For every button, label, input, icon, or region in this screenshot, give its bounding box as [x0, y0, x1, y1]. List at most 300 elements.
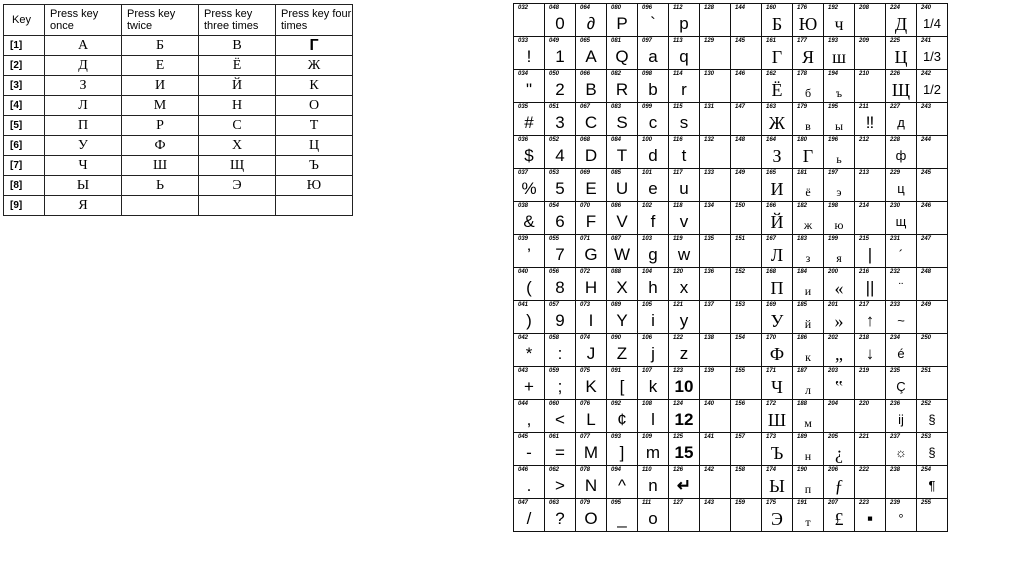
code-cell: [793, 202, 824, 235]
code-cell: [638, 136, 669, 169]
code-number: 043: [518, 368, 529, 374]
character-code-body: [514, 4, 948, 532]
code-number: 066: [580, 71, 591, 77]
code-number: 155: [735, 368, 746, 374]
code-cell: [607, 202, 638, 235]
code-cell: [607, 268, 638, 301]
code-number: 218: [859, 335, 870, 341]
code-cell: [700, 334, 731, 367]
code-cell: [731, 301, 762, 334]
code-number: 038: [518, 203, 529, 209]
code-cell: [545, 169, 576, 202]
code-cell: [793, 499, 824, 532]
code-cell: [576, 37, 607, 70]
code-glyph: t: [681, 146, 687, 165]
code-number: 225: [890, 38, 901, 44]
code-cell: [886, 235, 917, 268]
code-glyph: _: [617, 509, 627, 528]
keypad-char: [276, 196, 353, 216]
code-glyph: Ы: [769, 476, 785, 496]
code-cell: [855, 4, 886, 37]
code-number: 115: [673, 104, 683, 110]
code-cell: [762, 235, 793, 268]
code-number: 111: [642, 500, 652, 506]
code-cell: [607, 466, 638, 499]
code-number: 125: [673, 434, 684, 440]
code-number: 154: [735, 335, 746, 341]
code-number: 077: [580, 434, 591, 440]
code-number: 047: [518, 500, 529, 506]
code-glyph: ‟: [835, 377, 843, 397]
code-cell: [514, 103, 545, 136]
keypad-key-label: [1]: [4, 36, 45, 56]
keypad-row: [4, 36, 353, 56]
code-row: [514, 4, 948, 37]
code-number: 080: [611, 5, 622, 11]
code-glyph: Ч: [771, 377, 783, 397]
code-glyph: „: [835, 344, 843, 364]
code-glyph: j: [651, 344, 655, 363]
keypad-char: Г: [276, 36, 353, 56]
code-glyph: Ц: [894, 47, 908, 67]
code-glyph: 15: [674, 443, 694, 462]
code-number: 170: [766, 335, 777, 341]
code-cell: [638, 169, 669, 202]
code-number: 189: [797, 434, 808, 440]
code-cell: [886, 169, 917, 202]
code-row: [514, 70, 948, 103]
code-cell: [762, 301, 793, 334]
code-glyph: y: [679, 311, 689, 330]
code-cell: [576, 103, 607, 136]
keypad-char: Л: [45, 96, 122, 116]
code-number: 050: [549, 71, 560, 77]
code-number: 091: [611, 368, 622, 374]
code-cell: [669, 433, 700, 466]
code-number: 212: [859, 137, 870, 143]
code-cell: [638, 334, 669, 367]
code-number: 086: [611, 203, 622, 209]
code-number: 114: [673, 71, 683, 77]
code-cell: [824, 37, 855, 70]
code-cell: [855, 367, 886, 400]
code-glyph: 1/4: [922, 16, 942, 31]
code-number: 176: [797, 5, 808, 11]
keypad-char: К: [276, 76, 353, 96]
keypad-char: Т: [276, 116, 353, 136]
code-cell: [886, 37, 917, 70]
code-cell: [731, 268, 762, 301]
code-glyph: 12: [674, 410, 694, 429]
code-cell: [700, 202, 731, 235]
code-glyph: ш: [832, 47, 846, 67]
code-glyph: S: [616, 113, 628, 132]
code-number: 058: [549, 335, 560, 341]
keypad-char: Ъ: [276, 156, 353, 176]
code-cell: [793, 400, 824, 433]
code-cell: [855, 37, 886, 70]
code-cell: [886, 334, 917, 367]
code-cell: [855, 466, 886, 499]
code-cell: [607, 4, 638, 37]
code-glyph: Y: [616, 311, 628, 330]
code-number: 081: [611, 38, 622, 44]
code-cell: [514, 4, 545, 37]
code-number: 112: [673, 5, 683, 11]
code-glyph: 1/2: [922, 82, 942, 97]
code-cell: [855, 235, 886, 268]
code-row: [514, 433, 948, 466]
code-number: 249: [921, 302, 932, 308]
code-cell: [762, 37, 793, 70]
code-cell: [638, 499, 669, 532]
code-number: 129: [704, 38, 715, 44]
code-glyph: !: [526, 47, 532, 66]
code-number: 131: [704, 104, 715, 110]
code-cell: [607, 334, 638, 367]
code-glyph: h: [648, 278, 658, 297]
code-cell: [545, 433, 576, 466]
code-cell: [576, 301, 607, 334]
code-cell: [545, 136, 576, 169]
code-cell: [514, 433, 545, 466]
code-number: 210: [859, 71, 870, 77]
keypad-char: М: [122, 96, 199, 116]
code-cell: [700, 433, 731, 466]
code-number: 084: [611, 137, 622, 143]
code-glyph: ): [526, 311, 532, 330]
code-glyph: <: [555, 410, 565, 429]
code-number: 194: [828, 71, 839, 77]
code-number: 101: [642, 170, 653, 176]
code-number: 231: [890, 236, 901, 242]
code-cell: [824, 235, 855, 268]
code-glyph: ю: [834, 218, 844, 232]
code-cell: [762, 400, 793, 433]
code-cell: [886, 202, 917, 235]
code-cell: [607, 433, 638, 466]
code-glyph: ↵: [676, 476, 692, 495]
code-number: 119: [673, 236, 683, 242]
code-number: 117: [673, 170, 683, 176]
code-cell: [917, 301, 948, 334]
keypad-row: [4, 136, 353, 156]
code-cell: [545, 334, 576, 367]
code-number: 184: [797, 269, 808, 275]
code-number: 159: [735, 500, 746, 506]
code-number: 209: [859, 38, 870, 44]
code-glyph: в: [805, 119, 811, 133]
code-number: 042: [518, 335, 529, 341]
code-number: 048: [549, 5, 560, 11]
code-glyph: i: [651, 311, 655, 330]
code-number: 243: [921, 104, 932, 110]
code-glyph: $: [524, 146, 534, 165]
code-number: 079: [580, 500, 591, 506]
code-number: 096: [642, 5, 653, 11]
code-cell: [669, 169, 700, 202]
code-number: 238: [890, 467, 901, 473]
code-number: 076: [580, 401, 591, 407]
code-glyph: 5: [555, 179, 565, 198]
code-glyph: з: [805, 251, 811, 265]
code-cell: [731, 235, 762, 268]
code-cell: [700, 103, 731, 136]
code-glyph: (: [526, 278, 532, 297]
code-glyph: L: [586, 410, 596, 429]
code-number: 095: [611, 500, 622, 506]
code-cell: [669, 4, 700, 37]
code-cell: [731, 499, 762, 532]
code-number: 230: [890, 203, 901, 209]
code-glyph: 1: [555, 47, 565, 66]
keypad-char: Р: [122, 116, 199, 136]
keypad-char: С: [199, 116, 276, 136]
code-cell: [824, 466, 855, 499]
code-number: 202: [828, 335, 839, 341]
code-number: 254: [921, 467, 932, 473]
code-cell: [607, 37, 638, 70]
code-cell: [762, 4, 793, 37]
code-cell: [731, 136, 762, 169]
code-number: 121: [673, 302, 684, 308]
code-number: 197: [828, 170, 839, 176]
code-cell: [855, 169, 886, 202]
code-cell: [886, 136, 917, 169]
code-glyph: C: [584, 113, 598, 132]
code-cell: [545, 268, 576, 301]
keypad-key-label: [2]: [4, 56, 45, 76]
code-cell: [731, 367, 762, 400]
code-glyph: l: [651, 410, 655, 429]
code-cell: [917, 334, 948, 367]
code-cell: [545, 301, 576, 334]
code-number: 144: [735, 5, 746, 11]
code-glyph: u: [679, 179, 689, 198]
code-cell: [793, 4, 824, 37]
code-number: 093: [611, 434, 622, 440]
code-number: 147: [735, 104, 746, 110]
code-cell: [762, 367, 793, 400]
code-number: 255: [921, 500, 932, 506]
code-row: [514, 268, 948, 301]
code-number: 130: [704, 71, 715, 77]
code-cell: [576, 466, 607, 499]
code-glyph: °: [898, 511, 904, 526]
code-number: 036: [518, 137, 529, 143]
code-number: 045: [518, 434, 529, 440]
code-glyph: Э: [771, 509, 783, 529]
keypad-row: [4, 56, 353, 76]
code-number: 118: [673, 203, 683, 209]
code-glyph: Д: [894, 14, 908, 34]
code-number: 178: [797, 71, 808, 77]
code-cell: [886, 433, 917, 466]
code-cell: [514, 367, 545, 400]
code-cell: [607, 103, 638, 136]
keypad-key-label: [3]: [4, 76, 45, 96]
code-cell: [731, 4, 762, 37]
code-cell: [855, 70, 886, 103]
code-number: 137: [704, 302, 715, 308]
code-cell: [917, 136, 948, 169]
code-number: 247: [921, 236, 932, 242]
code-number: 233: [890, 302, 901, 308]
code-glyph: Л: [770, 245, 784, 265]
code-glyph: ∂: [586, 14, 596, 33]
code-cell: [669, 136, 700, 169]
code-number: 069: [580, 170, 591, 176]
code-cell: [669, 334, 700, 367]
code-cell: [607, 70, 638, 103]
code-glyph: s: [679, 113, 689, 132]
code-number: 185: [797, 302, 808, 308]
code-number: 226: [890, 71, 901, 77]
code-glyph: G: [584, 245, 598, 264]
code-number: 246: [921, 203, 932, 209]
code-cell: [669, 70, 700, 103]
code-number: 213: [859, 170, 870, 176]
code-number: 250: [921, 335, 932, 341]
code-glyph: V: [616, 212, 628, 231]
code-cell: [886, 103, 917, 136]
code-cell: [514, 202, 545, 235]
code-cell: [638, 103, 669, 136]
code-number: 136: [704, 269, 715, 275]
code-glyph: %: [521, 179, 537, 198]
code-number: 168: [766, 269, 777, 275]
code-cell: [917, 37, 948, 70]
code-number: 160: [766, 5, 777, 11]
code-number: 203: [828, 368, 839, 374]
code-cell: [917, 4, 948, 37]
code-number: 216: [859, 269, 870, 275]
code-cell: [917, 466, 948, 499]
code-number: 240: [921, 5, 932, 11]
code-cell: [731, 400, 762, 433]
code-cell: [762, 268, 793, 301]
code-number: 206: [828, 467, 839, 473]
code-number: 128: [704, 5, 715, 11]
keypad-char: З: [45, 76, 122, 96]
code-number: 056: [549, 269, 560, 275]
code-row: [514, 367, 948, 400]
code-glyph: б: [804, 86, 812, 100]
code-number: 175: [766, 500, 777, 506]
code-glyph: Ъ: [770, 443, 784, 463]
code-cell: [514, 169, 545, 202]
keypad-row: [4, 76, 353, 96]
code-glyph: é: [897, 346, 905, 361]
code-number: 180: [797, 137, 808, 143]
code-number: 234: [890, 335, 901, 341]
code-number: 068: [580, 137, 591, 143]
code-glyph: c: [648, 113, 658, 132]
code-cell: [824, 334, 855, 367]
code-cell: [700, 37, 731, 70]
code-number: 094: [611, 467, 622, 473]
code-number: 071: [580, 236, 591, 242]
code-number: 089: [611, 302, 622, 308]
code-glyph: o: [648, 509, 658, 528]
code-cell: [886, 301, 917, 334]
header-key: Key: [4, 5, 45, 36]
code-cell: [855, 136, 886, 169]
code-number: 232: [890, 269, 901, 275]
code-glyph: У: [770, 311, 784, 331]
code-cell: [545, 400, 576, 433]
keypad-table: [3, 4, 353, 216]
code-cell: [607, 400, 638, 433]
code-number: 157: [735, 434, 746, 440]
code-number: 188: [797, 401, 808, 407]
code-glyph: й: [804, 317, 812, 331]
code-glyph: ]: [619, 443, 625, 462]
code-cell: [669, 367, 700, 400]
code-glyph: Я: [801, 47, 814, 67]
code-number: 211: [859, 104, 869, 110]
code-glyph: W: [613, 245, 631, 264]
code-number: 217: [859, 302, 870, 308]
code-glyph: т: [805, 515, 811, 529]
code-number: 139: [704, 368, 715, 374]
code-number: 135: [704, 236, 715, 242]
code-cell: [917, 499, 948, 532]
code-cell: [576, 4, 607, 37]
code-number: 120: [673, 269, 684, 275]
code-cell: [638, 4, 669, 37]
code-number: 074: [580, 335, 591, 341]
code-number: 158: [735, 467, 746, 473]
code-number: 061: [549, 434, 560, 440]
code-number: 179: [797, 104, 808, 110]
code-number: 229: [890, 170, 901, 176]
code-glyph: O: [584, 509, 598, 528]
code-cell: [824, 301, 855, 334]
code-cell: [917, 268, 948, 301]
code-cell: [824, 103, 855, 136]
code-cell: [514, 499, 545, 532]
code-number: 201: [828, 302, 839, 308]
code-number: 090: [611, 335, 622, 341]
code-glyph: н: [804, 449, 812, 463]
code-number: 032: [518, 5, 529, 11]
code-number: 040: [518, 269, 529, 275]
code-cell: [700, 4, 731, 37]
code-glyph: м: [804, 416, 812, 430]
code-glyph: £: [834, 509, 844, 529]
code-row: [514, 466, 948, 499]
code-number: 193: [828, 38, 839, 44]
code-number: 127: [673, 500, 684, 506]
code-glyph: Б: [771, 14, 783, 34]
code-cell: [855, 433, 886, 466]
code-number: 087: [611, 236, 622, 242]
code-cell: [824, 268, 855, 301]
code-cell: [855, 301, 886, 334]
code-cell: [545, 202, 576, 235]
code-glyph: 9: [555, 311, 565, 330]
code-cell: [824, 70, 855, 103]
code-cell: [731, 202, 762, 235]
code-glyph: U: [615, 179, 629, 198]
code-glyph: §: [928, 412, 936, 427]
code-glyph: /: [526, 509, 532, 528]
code-cell: [700, 136, 731, 169]
code-number: 198: [828, 203, 839, 209]
code-number: 132: [704, 137, 715, 143]
code-number: 236: [890, 401, 901, 407]
